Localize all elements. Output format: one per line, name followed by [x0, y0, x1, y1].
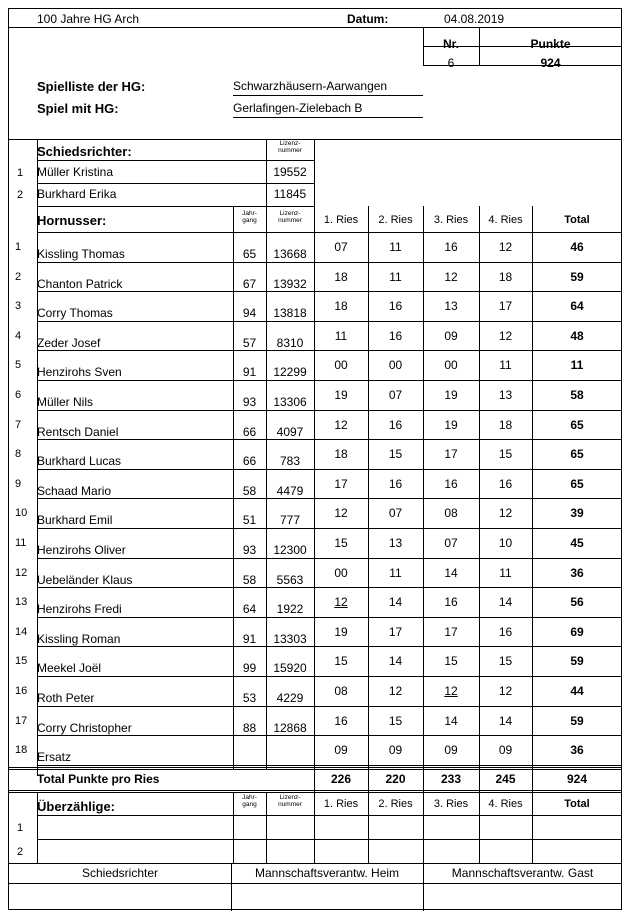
- player-year[interactable]: 93: [242, 395, 257, 409]
- grid-line: [479, 792, 480, 863]
- ries-score[interactable]: 11: [499, 358, 512, 372]
- ries-score[interactable]: 13: [498, 388, 513, 402]
- player-year[interactable]: 58: [242, 573, 257, 587]
- grid-line: [231, 863, 232, 911]
- ries-score[interactable]: 11: [389, 270, 402, 284]
- grid-line: [37, 528, 622, 529]
- signature-field[interactable]: [9, 883, 231, 909]
- player-year[interactable]: 99: [242, 661, 257, 675]
- player-total: 11: [570, 358, 584, 372]
- ries-score[interactable]: 16: [498, 625, 513, 639]
- ries-score[interactable]: 19: [444, 418, 458, 432]
- ries-score[interactable]: 16: [498, 477, 513, 491]
- grid-line: [37, 646, 622, 647]
- grid-line: [423, 27, 424, 65]
- grid-line: [532, 206, 533, 792]
- player-year[interactable]: 88: [242, 721, 257, 735]
- grid-line: [9, 790, 622, 791]
- ries-score[interactable]: 15: [498, 447, 513, 461]
- player-license[interactable]: 15920: [273, 661, 307, 675]
- grid-line: [37, 706, 622, 707]
- player-total: 48: [570, 329, 584, 343]
- player-number: 3: [15, 300, 22, 312]
- player-license[interactable]: 783: [279, 454, 301, 468]
- grid-line: [233, 792, 234, 863]
- referee-license-header: Lizenz- nummer: [278, 140, 302, 154]
- extras-year-header: Jahr- gang: [242, 794, 257, 808]
- ries-score[interactable]: 08: [444, 506, 458, 520]
- player-total: 36: [570, 743, 584, 757]
- nr-value[interactable]: 6: [447, 56, 455, 70]
- extras-total-header: Total: [564, 798, 590, 810]
- ries-score[interactable]: 19: [334, 625, 348, 639]
- ries-score[interactable]: 12: [444, 684, 458, 698]
- ries-header: 3. Ries: [433, 214, 469, 226]
- referee-number: 1: [17, 167, 24, 179]
- player-name[interactable]: Henzirohs Sven: [37, 365, 122, 379]
- grid-line: [37, 350, 622, 351]
- grid-line: [532, 792, 533, 863]
- grid-line: [37, 587, 622, 588]
- ries-score[interactable]: 07: [444, 536, 458, 550]
- ries-score[interactable]: 12: [498, 240, 513, 254]
- ries-score[interactable]: 14: [498, 595, 513, 609]
- ries-score[interactable]: 14: [444, 714, 458, 728]
- ries-score[interactable]: 12: [334, 595, 348, 609]
- ries-score[interactable]: 11: [334, 329, 348, 343]
- ries-score[interactable]: 13: [444, 299, 458, 313]
- ries-header: 1. Ries: [323, 214, 359, 226]
- player-year[interactable]: 66: [242, 454, 257, 468]
- ries-score[interactable]: 11: [389, 240, 402, 254]
- grid-line: [37, 380, 622, 381]
- player-year[interactable]: 57: [242, 336, 257, 350]
- player-total: 59: [570, 270, 584, 284]
- ries-score[interactable]: 17: [334, 477, 348, 491]
- player-number: 12: [15, 567, 28, 579]
- player-year[interactable]: 94: [242, 306, 257, 320]
- ries-score[interactable]: 17: [498, 299, 513, 313]
- player-name[interactable]: Chanton Patrick: [37, 277, 123, 291]
- ries-score[interactable]: 18: [498, 270, 513, 284]
- player-license[interactable]: 1922: [276, 602, 304, 616]
- score-sheet: [8, 8, 622, 910]
- player-name[interactable]: Burkhard Emil: [37, 513, 113, 527]
- player-name[interactable]: Schaad Mario: [37, 484, 112, 498]
- extras-row[interactable]: [37, 840, 622, 864]
- ries-score[interactable]: 17: [388, 625, 403, 639]
- grid-line: [423, 65, 622, 66]
- grid-line: [37, 262, 622, 263]
- player-total: 39: [570, 506, 584, 520]
- ries-header: 4. Ries: [488, 214, 523, 226]
- ries-score[interactable]: 12: [334, 418, 348, 432]
- player-license[interactable]: 4097: [276, 425, 304, 439]
- player-number: 5: [15, 359, 22, 371]
- player-license[interactable]: 4479: [276, 484, 304, 498]
- player-license[interactable]: 8310: [276, 336, 304, 350]
- grid-line: [423, 46, 622, 47]
- player-year[interactable]: 91: [242, 365, 257, 379]
- grid-line: [314, 139, 315, 206]
- player-license[interactable]: 12300: [273, 543, 307, 557]
- player-total: 65: [570, 447, 584, 461]
- date-value: 04.08.2019: [444, 12, 505, 26]
- grid-line: [314, 792, 315, 863]
- player-year[interactable]: 58: [242, 484, 257, 498]
- grid-line: [37, 439, 622, 440]
- ries-score[interactable]: 12: [444, 270, 458, 284]
- signature-field[interactable]: [423, 883, 622, 909]
- player-year[interactable]: 67: [242, 277, 257, 291]
- ries-score[interactable]: 00: [334, 566, 348, 580]
- player-number: 8: [15, 448, 22, 460]
- player-total: 46: [570, 240, 584, 254]
- player-name[interactable]: Zeder Josef: [37, 336, 101, 350]
- ries-score[interactable]: 19: [334, 388, 348, 402]
- ries-score[interactable]: 12: [334, 506, 348, 520]
- totals-label: Total Punkte pro Ries: [37, 772, 160, 786]
- extras-license-header: Lizenz- nummer: [278, 794, 302, 808]
- ries-score[interactable]: 07: [388, 506, 403, 520]
- nr-label: Nr.: [442, 37, 459, 51]
- grid-line: [423, 792, 424, 863]
- ries-score[interactable]: 17: [444, 625, 458, 639]
- grid-line: [37, 815, 622, 816]
- player-year[interactable]: 64: [242, 602, 257, 616]
- ries-score[interactable]: 14: [444, 566, 458, 580]
- extras-ries-header: 4. Ries: [488, 798, 523, 810]
- ries-score[interactable]: 09: [498, 743, 513, 757]
- player-total: 64: [570, 299, 584, 313]
- ries-score[interactable]: 18: [334, 447, 348, 461]
- ries-score[interactable]: 15: [498, 654, 513, 668]
- grid-line: [9, 769, 622, 770]
- player-number: 11: [15, 537, 27, 549]
- player-number: 7: [15, 419, 22, 431]
- ries-score[interactable]: 15: [334, 654, 348, 668]
- player-total: 45: [570, 536, 584, 550]
- extras-row-number: 1: [17, 822, 24, 834]
- ries-score[interactable]: 00: [334, 358, 348, 372]
- ries-score[interactable]: 15: [388, 447, 403, 461]
- grid-line: [37, 232, 622, 233]
- ries-score[interactable]: 13: [388, 536, 403, 550]
- punkte-label: Punkte: [530, 37, 571, 51]
- grid-line: [266, 139, 267, 206]
- ries-score[interactable]: 16: [444, 595, 458, 609]
- ries-score[interactable]: 16: [444, 477, 458, 491]
- player-total: 58: [570, 388, 584, 402]
- player-name[interactable]: Henzirohs Oliver: [37, 543, 126, 557]
- player-total: 44: [570, 684, 584, 698]
- ries-total: 233: [440, 772, 462, 786]
- player-license[interactable]: 13668: [273, 247, 307, 261]
- player-license[interactable]: 13932: [273, 277, 307, 291]
- player-name[interactable]: Rentsch Daniel: [37, 425, 119, 439]
- grid-line: [9, 767, 622, 768]
- ries-score[interactable]: 16: [388, 329, 403, 343]
- ries-score[interactable]: 11: [499, 566, 512, 580]
- player-year[interactable]: 93: [242, 543, 257, 557]
- player-number: 17: [15, 715, 28, 727]
- grid-line: [479, 27, 480, 65]
- referee-license[interactable]: 19552: [273, 165, 307, 179]
- ries-score[interactable]: 15: [388, 714, 403, 728]
- ries-score[interactable]: 16: [388, 477, 403, 491]
- signature-field[interactable]: [231, 883, 423, 909]
- ries-score[interactable]: 14: [498, 714, 513, 728]
- signature-label: Mannschaftsverantw. Heim: [254, 866, 400, 880]
- referee-name[interactable]: Müller Kristina: [37, 165, 114, 179]
- player-year[interactable]: 51: [242, 513, 257, 527]
- license-header: Lizenz- nummer: [278, 210, 302, 224]
- ries-score[interactable]: 16: [334, 714, 348, 728]
- player-name[interactable]: Kissling Thomas: [37, 247, 125, 261]
- player-number: 13: [15, 596, 28, 608]
- punkte-value[interactable]: 924: [540, 56, 561, 70]
- grid-line: [37, 498, 622, 499]
- player-number: 16: [15, 685, 28, 697]
- extras-ries-header: 2. Ries: [378, 798, 413, 810]
- ries-score[interactable]: 12: [498, 329, 513, 343]
- grid-line: [9, 863, 622, 864]
- player-total: 65: [570, 477, 584, 491]
- ries-total: 245: [495, 772, 516, 786]
- extras-row[interactable]: [37, 816, 622, 840]
- ries-total: 220: [385, 772, 406, 786]
- player-license[interactable]: 777: [279, 513, 301, 527]
- grid-line: [9, 883, 622, 884]
- ries-score[interactable]: 00: [444, 358, 458, 372]
- ries-total: 226: [330, 772, 352, 786]
- grid-line: [9, 792, 622, 793]
- ries-score[interactable]: 18: [334, 270, 348, 284]
- spielliste-label: Spielliste der HG:: [37, 79, 146, 94]
- event-title: 100 Jahre HG Arch: [37, 12, 140, 26]
- year-header: Jahr- gang: [242, 210, 257, 224]
- ries-score[interactable]: 18: [498, 418, 513, 432]
- signature-label: Schiedsrichter: [81, 866, 159, 880]
- grand-total: 924: [566, 772, 588, 786]
- referee-license[interactable]: 11845: [273, 187, 307, 201]
- player-license[interactable]: 12868: [273, 721, 307, 735]
- player-total: 59: [570, 654, 584, 668]
- grid-line: [423, 863, 424, 911]
- ries-score[interactable]: 16: [444, 240, 458, 254]
- ries-score[interactable]: 17: [444, 447, 458, 461]
- player-number: 14: [15, 626, 28, 638]
- grid-line: [314, 206, 315, 792]
- grid-line: [37, 160, 314, 161]
- player-total: 59: [570, 714, 584, 728]
- player-year[interactable]: 53: [242, 691, 257, 705]
- grid-line: [37, 676, 622, 677]
- ries-score[interactable]: 00: [388, 358, 403, 372]
- player-name[interactable]: Burkhard Lucas: [37, 454, 122, 468]
- spiel-mit-label: Spiel mit HG:: [37, 101, 119, 116]
- spielliste-field[interactable]: Schwarzhäusern-Aarwangen: [233, 79, 423, 96]
- ries-score[interactable]: 15: [334, 536, 348, 550]
- player-license[interactable]: 4229: [276, 691, 304, 705]
- ries-score[interactable]: 14: [388, 595, 403, 609]
- player-year[interactable]: 66: [242, 425, 257, 439]
- grid-line: [37, 291, 622, 292]
- ries-score[interactable]: 09: [388, 743, 403, 757]
- ries-score[interactable]: 10: [498, 536, 513, 550]
- grid-line: [37, 410, 622, 411]
- grid-line: [37, 206, 314, 207]
- referees-heading: Schiedsrichter:: [37, 144, 132, 159]
- player-number: 4: [15, 330, 22, 342]
- player-license[interactable]: 13303: [273, 632, 307, 646]
- grid-line: [423, 206, 424, 792]
- player-number: 18: [15, 744, 28, 756]
- grid-line: [368, 206, 369, 792]
- player-name[interactable]: Roth Peter: [37, 691, 95, 705]
- ries-score[interactable]: 15: [444, 654, 458, 668]
- ries-header: 2. Ries: [378, 214, 413, 226]
- player-name[interactable]: Müller Nils: [37, 395, 94, 409]
- grid-line: [368, 792, 369, 863]
- ries-score[interactable]: 16: [388, 299, 403, 313]
- grid-line: [37, 839, 622, 840]
- grid-line: [266, 792, 267, 863]
- total-header: Total: [564, 214, 590, 226]
- player-license[interactable]: 12299: [273, 365, 307, 379]
- player-total: 69: [570, 625, 584, 639]
- grid-line: [479, 206, 480, 792]
- ries-score[interactable]: 18: [334, 299, 348, 313]
- ries-score[interactable]: 08: [334, 684, 348, 698]
- ries-score[interactable]: 09: [444, 743, 458, 757]
- grid-line: [37, 321, 622, 322]
- player-number: 1: [15, 241, 22, 253]
- player-number: 2: [15, 271, 22, 283]
- ries-score[interactable]: 11: [389, 566, 402, 580]
- ries-score[interactable]: 07: [388, 388, 403, 402]
- grid-line: [37, 792, 38, 863]
- grid-line: [37, 558, 622, 559]
- referee-name[interactable]: Burkhard Erika: [37, 187, 117, 201]
- extras-heading: Überzählige:: [37, 799, 116, 814]
- ries-score[interactable]: 12: [388, 684, 403, 698]
- ries-score[interactable]: 19: [444, 388, 458, 402]
- grid-line: [37, 617, 622, 618]
- ries-score[interactable]: 12: [498, 506, 513, 520]
- player-name[interactable]: Kissling Roman: [37, 632, 121, 646]
- grid-line: [9, 139, 622, 140]
- player-name[interactable]: Corry Thomas: [37, 306, 113, 320]
- ries-score[interactable]: 14: [388, 654, 403, 668]
- player-name[interactable]: Corry Christopher: [37, 721, 132, 735]
- extras-ries-header: 3. Ries: [433, 798, 469, 810]
- player-number: 6: [15, 389, 22, 401]
- player-total: 65: [570, 418, 584, 432]
- date-label: Datum:: [347, 12, 389, 26]
- grid-line: [37, 765, 622, 766]
- signature-label: Mannschaftsverantw. Gast: [451, 866, 594, 880]
- players-heading: Hornusser:: [37, 213, 107, 228]
- player-number: 9: [15, 478, 22, 490]
- player-name[interactable]: Henzirohs Fredi: [37, 602, 122, 616]
- player-year[interactable]: 65: [242, 247, 257, 261]
- ries-score[interactable]: 09: [334, 743, 348, 757]
- ries-score[interactable]: 16: [388, 418, 403, 432]
- spiel-mit-field[interactable]: Gerlafingen-Zielebach B: [233, 101, 423, 118]
- player-total: 36: [570, 566, 584, 580]
- player-license[interactable]: 13306: [273, 395, 307, 409]
- grid-line: [37, 469, 622, 470]
- grid-line: [37, 183, 314, 184]
- player-number: 15: [15, 655, 28, 667]
- extras-row-number: 2: [17, 846, 24, 858]
- ries-score[interactable]: 09: [444, 329, 458, 343]
- extras-ries-header: 1. Ries: [323, 798, 359, 810]
- ries-score[interactable]: 07: [334, 240, 348, 254]
- player-total: 56: [570, 595, 584, 609]
- player-license[interactable]: 13818: [273, 306, 307, 320]
- player-year[interactable]: 91: [242, 632, 257, 646]
- grid-line: [37, 735, 622, 736]
- grid-line: [9, 27, 622, 28]
- player-name[interactable]: Meekel Joël: [37, 661, 102, 675]
- referee-number: 2: [17, 189, 24, 201]
- player-license[interactable]: 5563: [276, 573, 304, 587]
- player-number: 10: [15, 507, 28, 519]
- ries-score[interactable]: 12: [498, 684, 513, 698]
- player-name[interactable]: Ersatz: [37, 750, 72, 764]
- player-name[interactable]: Uebeländer Klaus: [37, 573, 133, 587]
- grid-line: [37, 139, 38, 776]
